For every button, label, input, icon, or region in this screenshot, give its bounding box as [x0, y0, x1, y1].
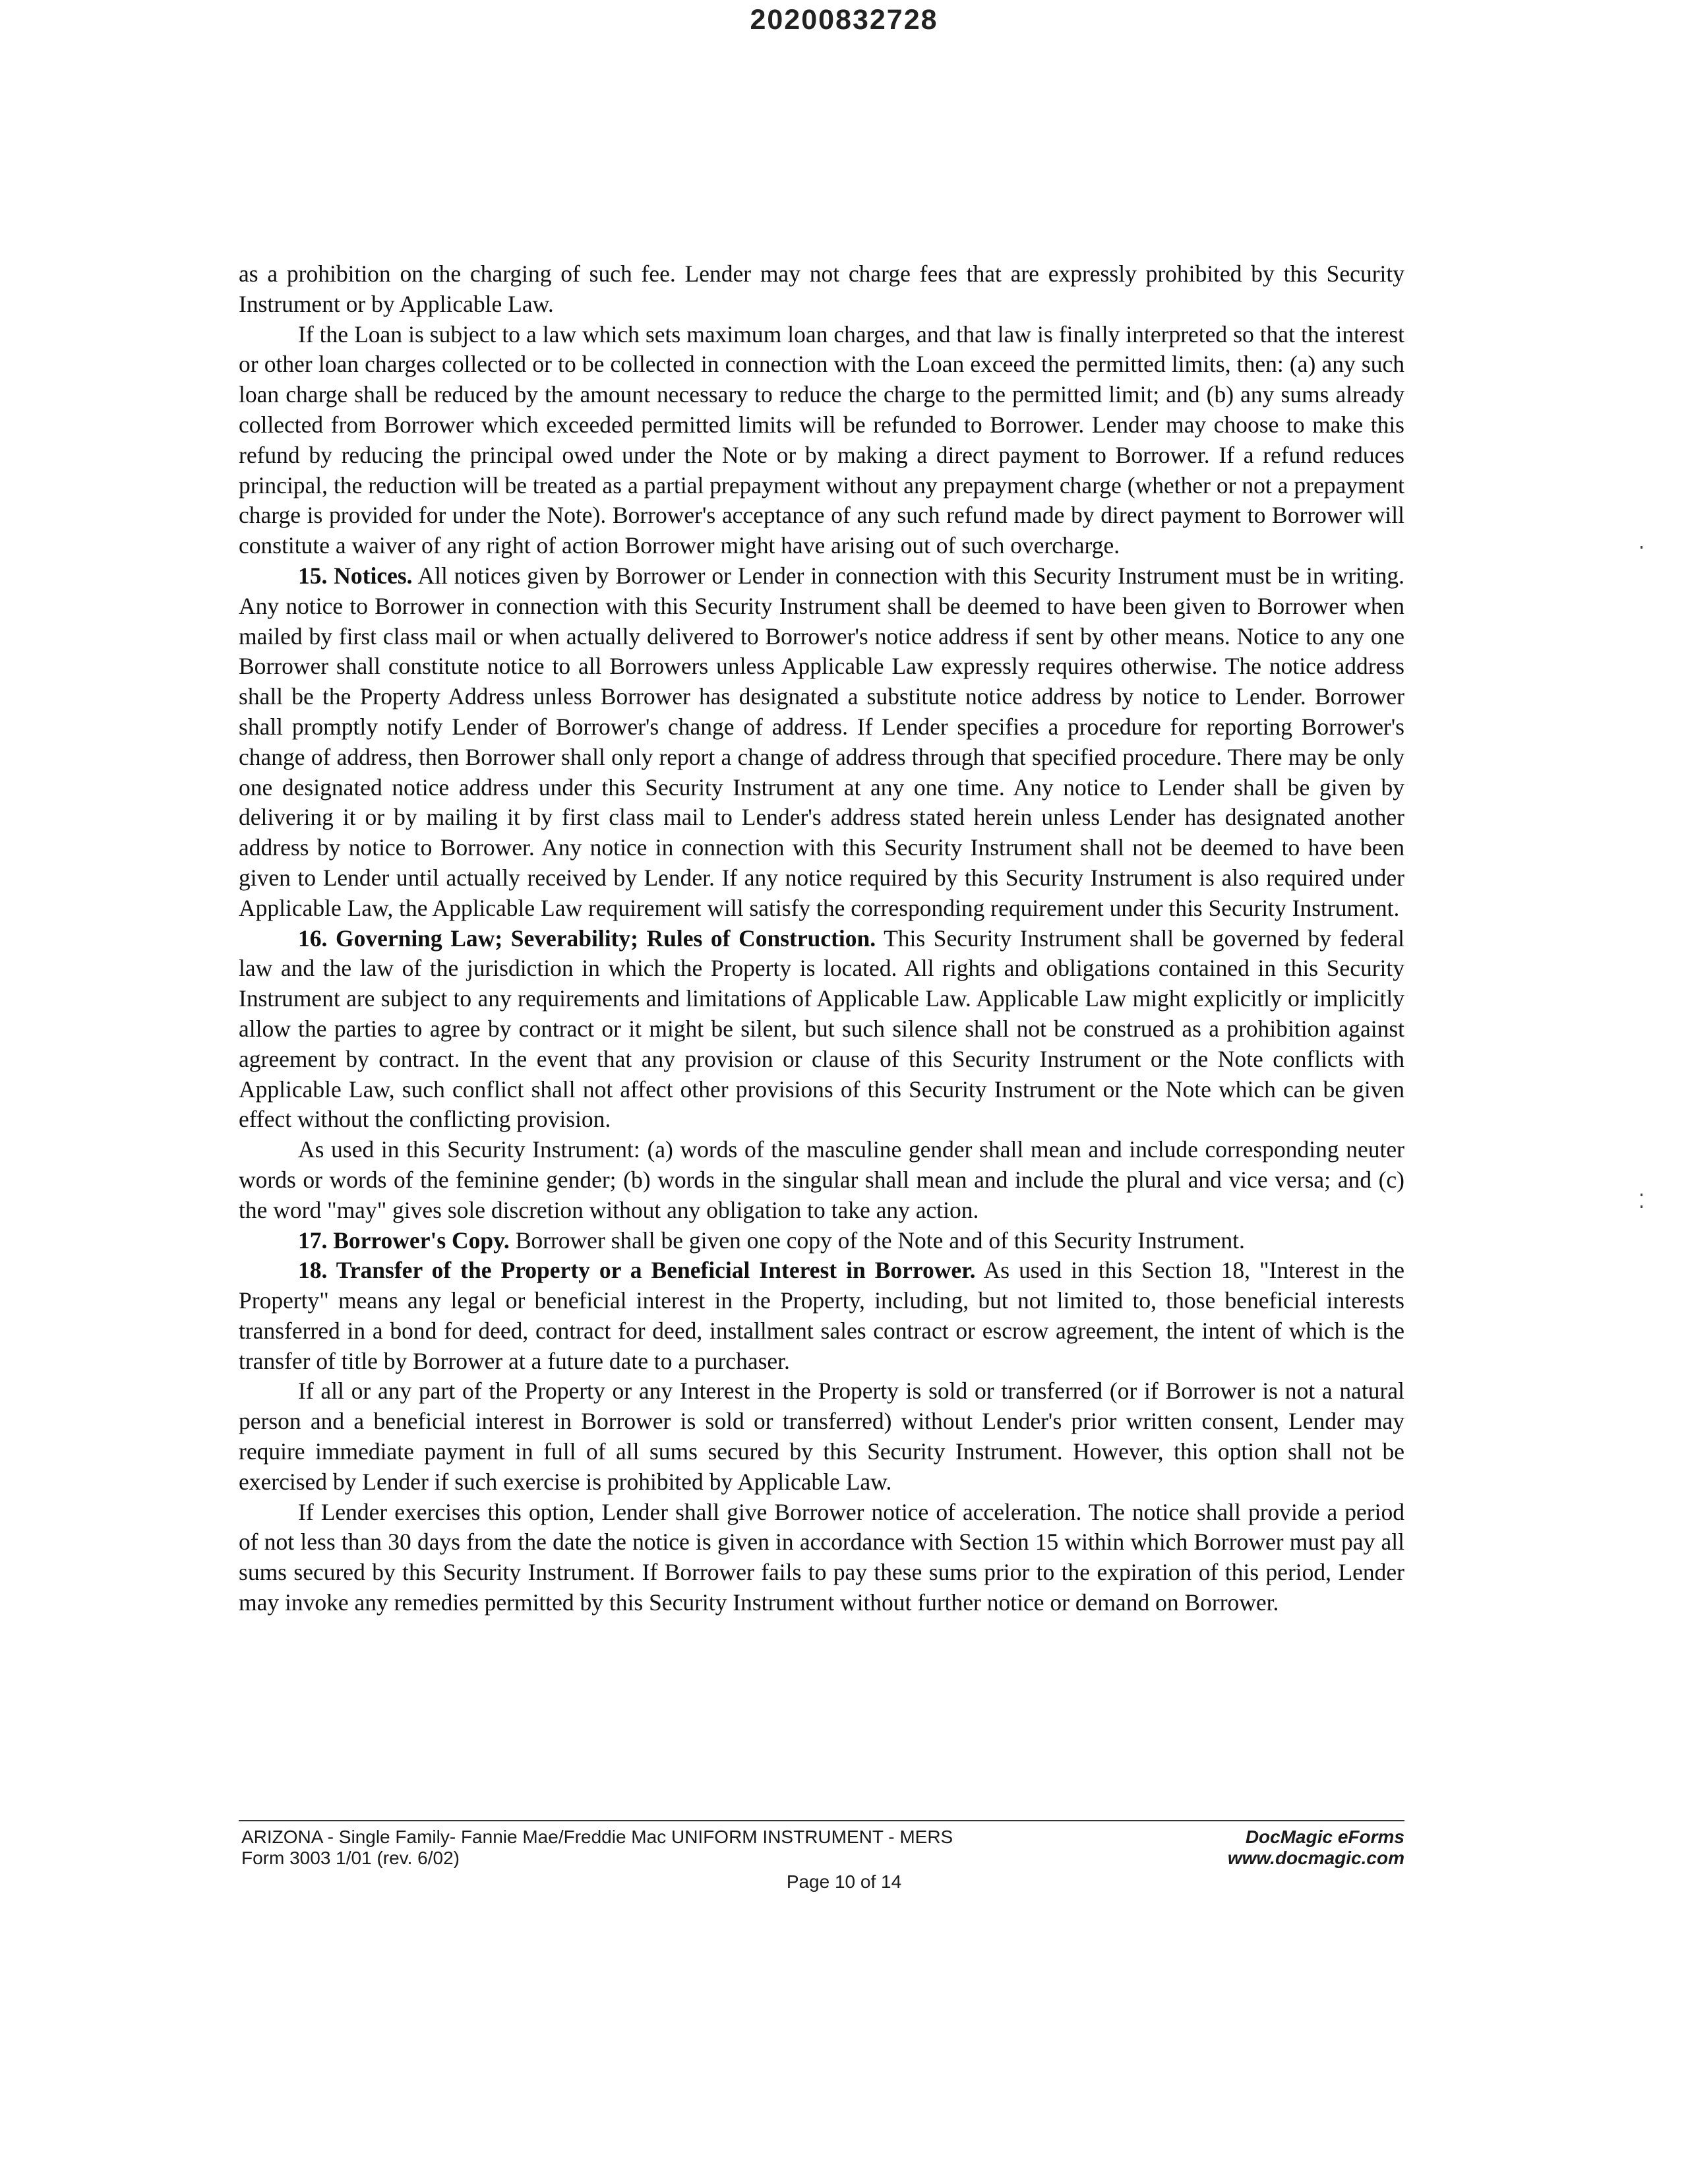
- paragraph-text: As used in this Section 18, "Interest in the Property" means any legal or beneficial interest in the Property, including, but not limited to, those beneficial interests transferred in a bond for deed, contract for deed, installment sales contract or escrow agreement, the intent of which is the transfer of title by Borrower at a future date to a purchaser.: [239, 1257, 1404, 1374]
- document-body: [239, 259, 1404, 1618]
- document-number: 20200832728: [750, 4, 938, 36]
- section-16-governing-law: [239, 924, 1404, 1136]
- paragraph: [239, 259, 1404, 320]
- paragraph: [239, 1135, 1404, 1225]
- paragraph-text: If the Loan is subject to a law which sets maximum loan charges, and that law is finally interpreted so that the interest or other loan charges collected or to be collected in connection with the Loan exceed the permitted limits, then: (a) any such loan charge shall be reduced by the amount necessary to reduce the charge to the permitted limit; and (b) any sums already collected from Borrower which exceeded permitted limits will be refunded to Borrower. Lender may choose to make this refund by reducing the principal owed under the Note or by making a direct payment to Borrower. If a refund reduces principal, the reduction will be treated as a partial prepayment without any prepayment charge (whether or not a prepayment charge is provided for under the Note). Borrower's acceptance of any such refund made by direct payment to Borrower will constitute a waiver of any right of action Borrower might have arising out of such overcharge.: [239, 320, 1404, 559]
- paragraph: [239, 320, 1404, 561]
- footer-divider: [239, 1820, 1404, 1821]
- form-number: Form 3003 1/01 (rev. 6/02): [241, 1848, 460, 1868]
- paragraph-text: All notices given by Borrower or Lender in connection with this Security Instrument must be in writing. Any notice to Borrower in connection with this Security Instrument shall be deemed to have been given to Borrower when mailed by first class mail or when actually delivered to Borrower's notice address if sent by other means. Notice to any one Borrower shall constitute notice to all Borrowers unless Applicable Law expressly requires otherwise. The notice address shall be the Property Address unless Borrower has designated a substitute notice address by notice to Lender. Borrower shall promptly notify Lender of Borrower's change of address. If Lender specifies a procedure for reporting Borrower's change of address, then Borrower shall only report a change of address through that specified procedure. There may be only one designated notice address under this Security Instrument at any one time. Any notice to Lender shall be given by delivering it or by mailing it by first class mail to Lender's address stated herein unless Lender has designated another address by notice to Borrower. Any notice in connection with this Security Instrument shall not be deemed to have been given to Lender until actually received by Lender. If any notice required by this Security Instrument is also required under Applicable Law, the Applicable Law requirement will satisfy the corresponding requirement under this Security Instrument.: [239, 562, 1404, 921]
- paragraph: [239, 1498, 1404, 1618]
- footer-brand: [1228, 1827, 1404, 1869]
- section-heading: 16. Governing Law; Severability; Rules of Construction.: [298, 925, 876, 952]
- section-18-transfer: [239, 1256, 1404, 1376]
- paragraph-text: This Security Instrument shall be governed by federal law and the law of the jurisdiction in which the Property is located. All rights and obligations contained in this Security Instrument are subject to any requirements and limitations of Applicable Law. Applicable Law might explicitly or implicitly allow the parties to agree by contract or it might be silent, but such silence shall not be construed as a prohibition against agreement by contract. In the event that any provision or clause of this Security Instrument or the Note conflicts with Applicable Law, such conflict shall not affect other provisions of this Security Instrument or the Note which can be given effect without the conflicting provision.: [239, 925, 1404, 1133]
- paragraph-text: as a prohibition on the charging of such fee. Lender may not charge fees that are expressly prohibited by this Security Instrument or by Applicable Law.: [239, 260, 1404, 317]
- paragraph-text: As used in this Security Instrument: (a) words of the masculine gender shall mean and include corresponding neuter words or words of the feminine gender; (b) words in the singular shall mean and include the plural and vice versa; and (c) the word "may" gives sole discretion without any obligation to take any action.: [239, 1136, 1404, 1223]
- brand-name: DocMagic eForms: [1245, 1827, 1404, 1847]
- section-heading: 17. Borrower's Copy.: [298, 1227, 510, 1254]
- scan-speck: [1641, 1205, 1643, 1208]
- brand-website: www.docmagic.com: [1227, 1848, 1404, 1868]
- section-heading: 18. Transfer of the Property or a Beneficial Interest in Borrower.: [298, 1257, 976, 1284]
- form-title: ARIZONA - Single Family- Fannie Mae/Freddie Mac UNIFORM INSTRUMENT - MERS: [241, 1827, 953, 1847]
- scan-speck: [1641, 1194, 1643, 1196]
- paragraph-text: If all or any part of the Property or any Interest in the Property is sold or transferred (or if Borrower is not a natural person and a beneficial interest in Borrower is sold or transferred) without Lender's prior written consent, Lender may require immediate payment in full of all sums secured by this Security Instrument. However, this option shall not be exercised by Lender if such exercise is prohibited by Applicable Law.: [239, 1378, 1404, 1495]
- scan-speck: [1641, 546, 1643, 549]
- paragraph-text: Borrower shall be given one copy of the Note and of this Security Instrument.: [515, 1227, 1245, 1254]
- paragraph-text: If Lender exercises this option, Lender shall give Borrower notice of acceleration. The notice shall provide a period of not less than 30 days from the date the notice is given in accordance with Section 15 within which Borrower must pay all sums secured by this Security Instrument. If Borrower fails to pay these sums prior to the expiration of this period, Lender may invoke any remedies permitted by this Security Instrument without further notice or demand on Borrower.: [239, 1498, 1404, 1616]
- section-17-borrowers-copy: [239, 1226, 1404, 1256]
- page-number: Page 10 of 14: [786, 1871, 902, 1892]
- section-15-notices: [239, 561, 1404, 924]
- section-heading: 15. Notices.: [298, 562, 413, 589]
- footer-form-info: [241, 1827, 953, 1869]
- paragraph: [239, 1376, 1404, 1497]
